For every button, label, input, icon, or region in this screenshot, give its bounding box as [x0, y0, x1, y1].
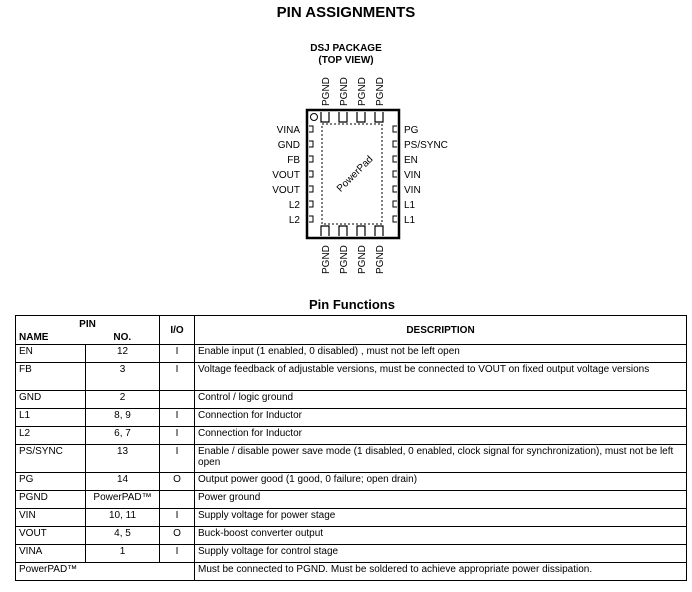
pin-description: Must be connected to PGND. Must be soldered to achieve appropriate power dissipation. — [195, 563, 687, 581]
pin-label-top: PGND — [321, 77, 332, 106]
pin-label-right: VIN — [404, 170, 421, 181]
pin-label-right: L1 — [404, 200, 416, 211]
package-view: (TOP VIEW) — [318, 55, 374, 66]
pin-stub — [309, 171, 313, 177]
pin-label-left: VOUT — [272, 185, 300, 196]
pin-name: PG — [16, 473, 86, 491]
pin-io: I — [160, 345, 195, 363]
pin-label-left: L2 — [288, 200, 300, 211]
pin-stub — [321, 226, 329, 236]
pin-name: VIN — [16, 509, 86, 527]
table-row — [16, 409, 687, 427]
pin-name: PGND — [16, 491, 86, 509]
pin-description: Control / logic ground — [195, 391, 687, 409]
pin-label-right: L1 — [404, 215, 416, 226]
pin-number: 3 — [86, 363, 160, 391]
table-row — [16, 527, 687, 545]
pin-name: L1 — [16, 409, 86, 427]
pin-stub — [309, 126, 313, 132]
pin-number: 6, 7 — [86, 427, 160, 445]
pin-stub — [393, 126, 397, 132]
pin-name: VOUT — [16, 527, 86, 545]
table-row — [16, 563, 687, 581]
pin-label-left: FB — [287, 155, 300, 166]
pin-name: GND — [16, 391, 86, 409]
table-row — [16, 345, 687, 363]
pin-number: 1 — [86, 545, 160, 563]
pin-description: Supply voltage for control stage — [195, 545, 687, 563]
pin-stub — [393, 186, 397, 192]
pin-description: Supply voltage for power stage — [195, 509, 687, 527]
pin-io: O — [160, 473, 195, 491]
no-header: NO. — [86, 331, 160, 345]
pin-stub — [357, 226, 365, 236]
pin-stub — [393, 216, 397, 222]
pin-name: L2 — [16, 427, 86, 445]
pin-label-right: PG — [404, 125, 419, 136]
pin-label-bottom: PGND — [375, 245, 386, 274]
pin-description: Output power good (1 good, 0 failure; open drain) — [195, 473, 687, 491]
pin-name: PowerPAD™ — [16, 563, 195, 581]
table-row — [16, 445, 687, 473]
pin-number: 13 — [86, 445, 160, 473]
pin-number: 10, 11 — [86, 509, 160, 527]
thermal-pad-label: PowerPad — [335, 154, 376, 195]
page-title: PIN ASSIGNMENTS — [276, 4, 416, 21]
name-header: NAME — [16, 331, 86, 345]
pin-label-right: PS/SYNC — [404, 140, 448, 151]
pin-stub — [309, 186, 313, 192]
package-name: DSJ PACKAGE — [310, 43, 382, 54]
pin-description: Connection for Inductor — [195, 409, 687, 427]
table-row — [16, 545, 687, 563]
description-header: DESCRIPTION — [195, 316, 687, 345]
pin-stub — [309, 216, 313, 222]
pin-number: 2 — [86, 391, 160, 409]
pin-number: 8, 9 — [86, 409, 160, 427]
pin-description: Enable / disable power save mode (1 disabled, 0 enabled, clock signal for synchronization), must not be left open — [195, 445, 687, 473]
pin-label-left: VINA — [276, 125, 300, 136]
pin-description: Connection for Inductor — [195, 427, 687, 445]
pin-stub — [309, 141, 313, 147]
pin-description: Voltage feedback of adjustable versions, must be connected to VOUT on fixed output voltage versions — [195, 363, 687, 391]
pin-stub — [375, 112, 383, 122]
table-row — [16, 363, 687, 391]
pin-header: PIN — [16, 316, 160, 332]
pin-stub — [393, 171, 397, 177]
pin-name: PS/SYNC — [16, 445, 86, 473]
pin-label-bottom: PGND — [357, 245, 368, 274]
pin-label-top: PGND — [339, 77, 350, 106]
table-row — [16, 427, 687, 445]
pin1-marker-icon — [311, 114, 318, 121]
pin-label-left: VOUT — [272, 170, 300, 181]
pin-number: 4, 5 — [86, 527, 160, 545]
pin-number: PowerPAD™ — [86, 491, 160, 509]
table-row — [16, 491, 687, 509]
pin-label-right: VIN — [404, 185, 421, 196]
pin-label-bottom: PGND — [339, 245, 350, 274]
pin-label-top: PGND — [375, 77, 386, 106]
pin-stub — [357, 112, 365, 122]
pin-number: 12 — [86, 345, 160, 363]
pin-label-right: EN — [404, 155, 418, 166]
pin-io: I — [160, 363, 195, 391]
pin-label-left: GND — [277, 140, 300, 151]
pin-stub — [339, 112, 347, 122]
table-title: Pin Functions — [309, 297, 395, 312]
pin-stub — [309, 201, 313, 207]
pin-name: VINA — [16, 545, 86, 563]
pin-stub — [309, 156, 313, 162]
pin-io: I — [160, 409, 195, 427]
pin-stub — [321, 112, 329, 122]
pin-stub — [393, 201, 397, 207]
pin-label-bottom: PGND — [321, 245, 332, 274]
pin-diagram — [0, 0, 692, 290]
pin-stub — [393, 141, 397, 147]
table-row — [16, 391, 687, 409]
pin-io: O — [160, 527, 195, 545]
pin-stub — [375, 226, 383, 236]
pin-label-top: PGND — [357, 77, 368, 106]
pin-label-left: L2 — [288, 215, 300, 226]
pin-stub — [339, 226, 347, 236]
pin-stub — [393, 156, 397, 162]
pin-description: Enable input (1 enabled, 0 disabled) , must not be left open — [195, 345, 687, 363]
pin-name: FB — [16, 363, 86, 391]
table-row — [16, 509, 687, 527]
pin-number: 14 — [86, 473, 160, 491]
pin-io: I — [160, 445, 195, 473]
pin-name: EN — [16, 345, 86, 363]
pin-description: Power ground — [195, 491, 687, 509]
io-header: I/O — [160, 316, 195, 345]
pin-io — [160, 391, 195, 409]
pin-description: Buck-boost converter output — [195, 527, 687, 545]
table-row — [16, 473, 687, 491]
pin-io: I — [160, 509, 195, 527]
pin-functions-table — [15, 315, 687, 581]
pin-io: I — [160, 545, 195, 563]
pin-io: I — [160, 427, 195, 445]
pin-io — [160, 491, 195, 509]
